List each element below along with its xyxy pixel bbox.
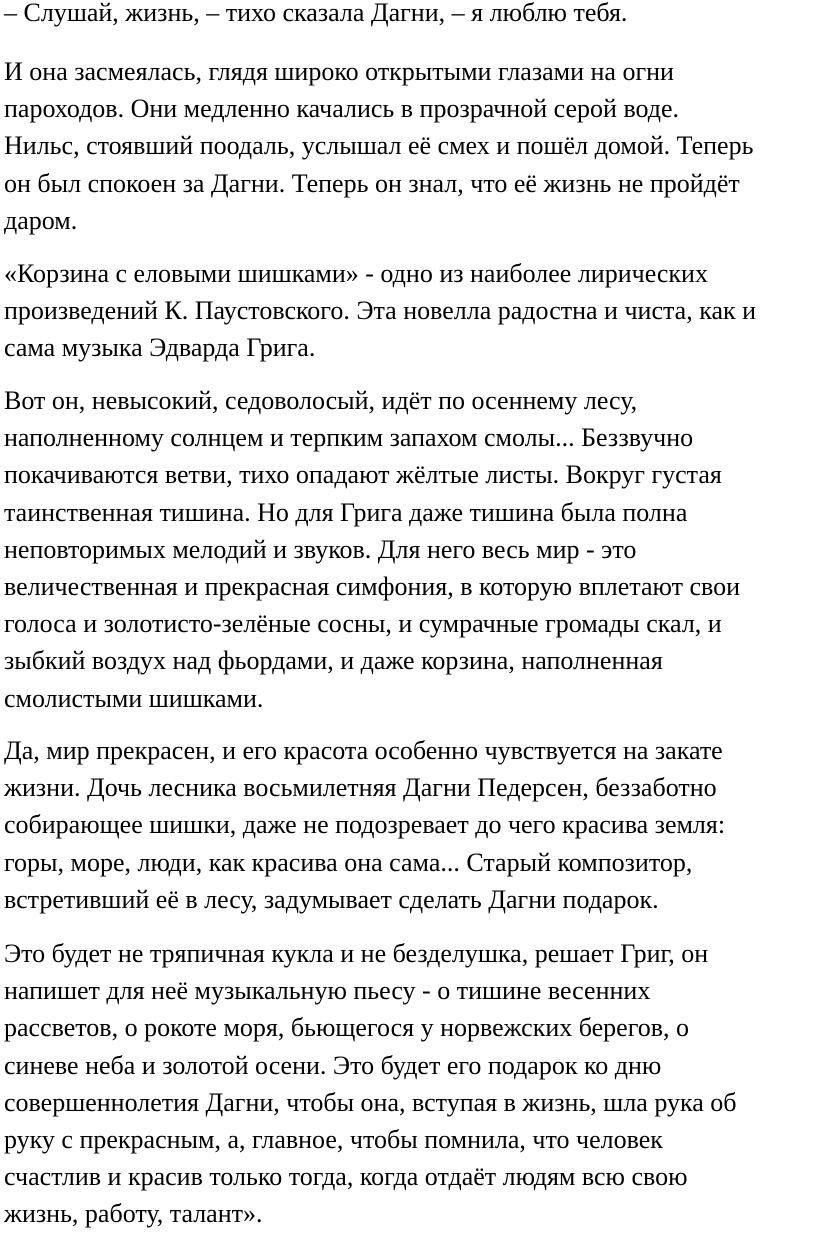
text-line: он был спокоен за Дагни. Теперь он знал, что её жизнь не пройдёт <box>4 168 740 198</box>
paragraph <box>4 0 627 31</box>
text-line: Это будет не тряпичная кукла и не безделушка, решает Григ, он <box>4 939 709 968</box>
text-line: напишет для неё музыкальную пьесу - о тишине весенних <box>4 976 651 1006</box>
text-line: руку с прекрасным, а, главное, чтобы помнила, что человек <box>4 1124 663 1154</box>
text-line: пароходов. Они медленно качались в прозрачной серой воде. <box>4 94 680 124</box>
paragraph <box>4 53 753 239</box>
text-line: совершеннолетия Дагни, чтобы она, вступая в жизнь, шла рука об <box>4 1087 737 1117</box>
text-line: покачиваются ветви, тихо опадают жёлтые листы. Вокруг густая <box>4 460 722 490</box>
text-line: зыбкий воздух над фьордами, и даже корзина, наполненная <box>4 646 663 676</box>
paragraph <box>4 935 737 1233</box>
paragraph <box>4 255 756 367</box>
text-line: величественная и прекрасная симфония, в которую вплетают свои <box>4 571 741 601</box>
text-line: смолистыми шишками. <box>4 683 264 713</box>
text-line: И она засмеялась, глядя широко открытыми глазами на огни <box>4 57 674 86</box>
text-line: неповторимых мелодий и звуков. Для него весь мир - это <box>4 534 637 564</box>
text-line: Да, мир прекрасен, и его красота особенно чувствуется на закате <box>4 736 723 765</box>
text-line: наполненному солнцем и терпким запахом смолы... Беззвучно <box>4 423 694 453</box>
text-line: Нильс, стоявший поодаль, услышал её смех и пошёл домой. Теперь <box>4 131 754 161</box>
text-line: жизни. Дочь лесника восьмилетняя Дагни Педерсен, беззаботно <box>4 773 717 803</box>
paragraph <box>4 732 725 918</box>
paragraph <box>4 382 740 717</box>
text-line: таинственная тишина. Но для Грига даже тишина была полна <box>4 497 688 527</box>
text-line: голоса и золотисто-зелёные сосны, и сумрачные громады скал, и <box>4 609 722 639</box>
text-line: сама музыка Эдварда Грига. <box>4 333 316 363</box>
text-line: синеве неба и золотой осени. Это будет его подарок ко дню <box>4 1050 662 1080</box>
text-line: произведений К. Паустовского. Эта новелла радостна и чиста, как и <box>4 296 757 326</box>
text-line: горы, море, люди, как красива она сама... Старый композитор, <box>4 847 693 877</box>
text-line: жизнь, работу, талант». <box>4 1199 263 1229</box>
text-line: Вот он, невысокий, седоволосый, идёт по осеннему лесу, <box>4 386 638 415</box>
text-line: – Слушай, жизнь, – тихо сказала Дагни, – я люблю тебя. <box>4 0 628 27</box>
text-line: даром. <box>4 205 78 235</box>
text-line: «Корзина с еловыми шишками» - одно из наиболее лирических <box>4 259 708 288</box>
text-line: счастлив и красив только тогда, когда отдаёт людям всю свою <box>4 1162 688 1192</box>
text-line: собирающее шишки, даже не подозревает до чего красива земля: <box>4 810 726 840</box>
text-line: рассветов, о рокоте моря, бьющегося у норвежских берегов, о <box>4 1013 690 1043</box>
text-line: встретивший её в лесу, задумывает сделать Дагни подарок. <box>4 884 659 914</box>
